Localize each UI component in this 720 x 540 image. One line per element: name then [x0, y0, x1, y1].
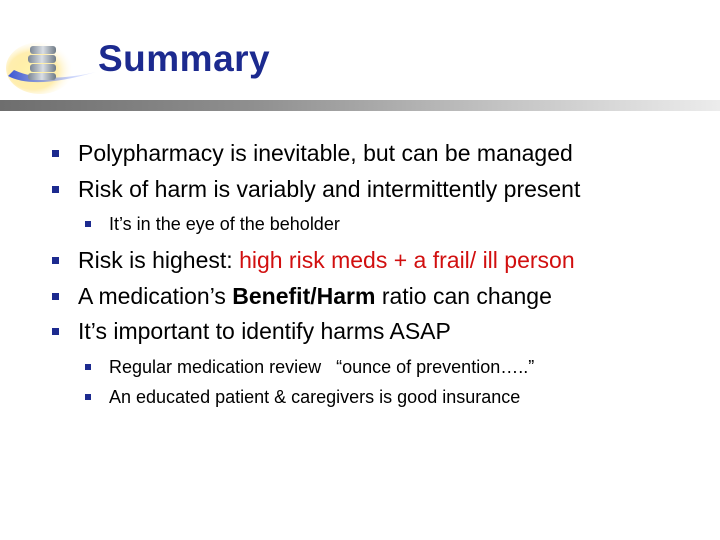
square-bullet-icon [52, 257, 59, 264]
sub-bullet-list [48, 352, 708, 412]
list-item [48, 279, 708, 315]
list-item [48, 243, 708, 279]
list-item [48, 136, 708, 172]
sub-bullet-text: An educated patient & caregivers is good insurance [109, 386, 521, 407]
bullet-text: It’s important to identify harms ASAP [78, 318, 451, 344]
sub-list-container [48, 352, 708, 412]
square-bullet-icon [52, 186, 59, 193]
coin-stack-icon [4, 26, 100, 96]
square-bullet-icon [52, 328, 59, 335]
square-bullet-icon [85, 394, 91, 400]
sub-bullet-list [48, 209, 708, 239]
page-title: Summary [98, 38, 271, 79]
list-item [48, 172, 708, 208]
bullet-text-post: ratio can change [375, 282, 552, 309]
square-bullet-icon [52, 293, 59, 300]
bullet-text-pre: A medication’s [78, 282, 233, 309]
sub-list-container [48, 209, 708, 239]
bullet-text: Polypharmacy is inevitable, but can be managed [78, 140, 573, 166]
square-bullet-icon [85, 221, 91, 227]
title-divider [0, 100, 720, 111]
sub-bullet-text: Regular medication review “ounce of prevention…..” [109, 356, 535, 377]
sub-list-item [48, 352, 708, 382]
sub-list-item [48, 209, 708, 239]
bullet-text-bold: Benefit/Harm [232, 282, 376, 309]
sub-list-item [48, 382, 708, 412]
sub-bullet-text: It’s in the eye of the beholder [109, 214, 340, 234]
bullet-list [48, 136, 708, 416]
bullet-text: Risk of harm is variably and intermittently present [78, 175, 581, 202]
square-bullet-icon [85, 364, 91, 370]
bullet-text-plain: Risk is highest: [78, 247, 240, 273]
bullet-text-highlight: high risk meds + a frail/ ill person [239, 247, 575, 273]
list-item [48, 314, 708, 350]
square-bullet-icon [52, 150, 59, 157]
